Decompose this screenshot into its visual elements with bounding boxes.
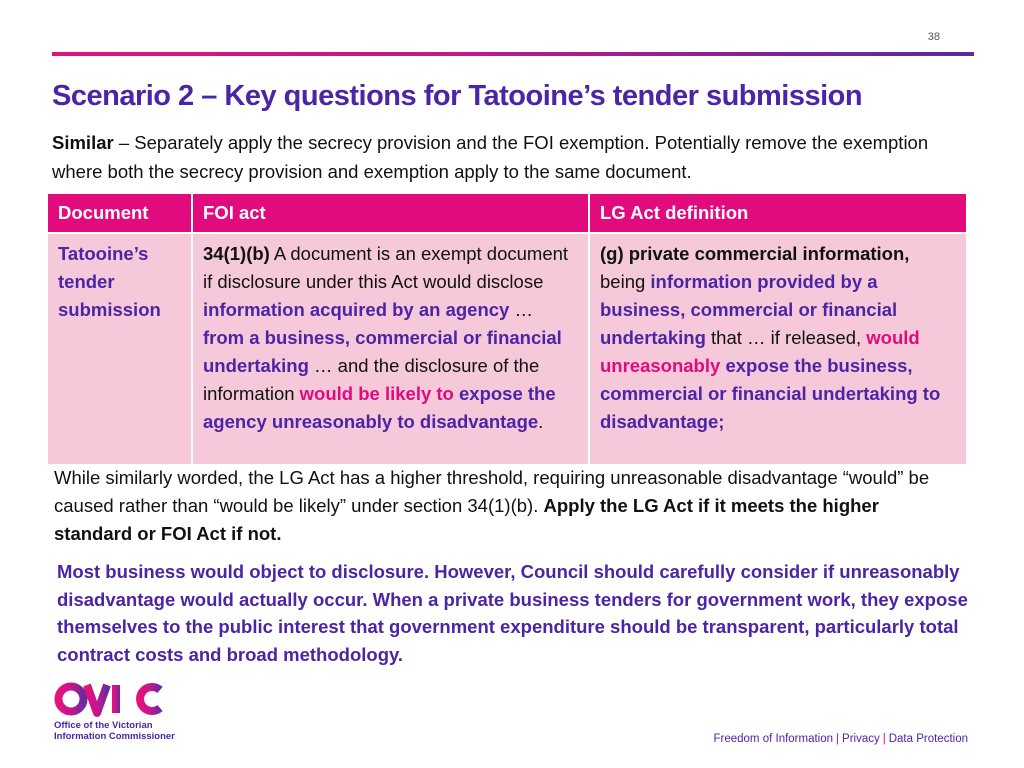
intro-text: – Separately apply the secrecy provision and the FOI exemption. Potentially remove the exemption where both the secrecy provision and exemption apply to the same document. xyxy=(52,132,929,182)
logo-line-1: Office of the Victorian xyxy=(54,720,153,731)
threshold-text: While similarly worded, the LG Act has a higher threshold, requiring unreasonable disadvantage “would” be caused rather than “would be likely” under section 34(1)(b). xyxy=(54,467,930,516)
foi-text: . xyxy=(538,411,544,432)
table-header-row xyxy=(47,193,967,233)
lg-text: that … if released, xyxy=(705,327,867,348)
lg-likelihood: would unreasonably xyxy=(600,327,920,376)
footer-separator: | xyxy=(882,733,886,745)
ovic-logo xyxy=(54,680,204,750)
foi-emphasis: from a business, commercial or financial undertaking xyxy=(203,327,562,376)
intro-paragraph xyxy=(52,128,972,186)
footer-privacy: Privacy xyxy=(842,733,880,745)
table-row xyxy=(47,233,967,465)
lg-definition-heading: (g) private commercial information, xyxy=(600,243,910,264)
foi-emphasis: information acquired by an agency xyxy=(203,299,510,320)
foi-emphasis: expose the agency unreasonably to disadvantage xyxy=(203,383,556,432)
document-line-2: tender xyxy=(58,271,115,292)
header-foi-act: FOI act xyxy=(192,193,589,233)
foi-section: 34(1)(b) xyxy=(203,243,270,264)
threshold-paragraph xyxy=(54,464,954,548)
document-line-3: submission xyxy=(58,299,161,320)
ovic-wordmark-icon xyxy=(54,680,166,720)
footer-foi: Freedom of Information xyxy=(713,733,834,745)
cell-foi-act xyxy=(192,233,589,465)
foi-text: A document is an exempt document if disclosure under this Act would disclose xyxy=(203,243,569,292)
header-lg-act: LG Act definition xyxy=(589,193,967,233)
slide-title: Scenario 2 – Key questions for Tatooine’s tender submission xyxy=(52,80,863,112)
threshold-recommendation: Apply the LG Act if it meets the higher standard or FOI Act if not. xyxy=(54,495,879,544)
lg-text: being xyxy=(600,271,651,292)
logo-line-2: Information Commissioner xyxy=(54,731,175,742)
header-divider xyxy=(52,52,974,56)
lg-emphasis: information provided by a business, commercial or financial undertaking xyxy=(600,271,898,348)
conclusion-paragraph: Most business would object to disclosure. However, Council should carefully consider if unreasonably disadvantage would actually occur. When a private business tenders for government work, they expose themselves to the public interest that government expenditure should be transparent, particularly total contract costs and broad methodology. xyxy=(57,561,968,665)
cell-lg-act xyxy=(589,233,967,465)
lg-emphasis: expose the business, commercial or financial undertaking to disadvantage; xyxy=(600,355,941,432)
footer-tagline xyxy=(640,733,968,745)
page-number: 38 xyxy=(927,31,940,43)
foi-likelihood: would be likely to xyxy=(299,383,454,404)
foi-text: … and the disclosure of the information xyxy=(203,355,540,404)
header-document: Document xyxy=(47,193,192,233)
foi-text: … xyxy=(509,299,533,320)
footer-data-protection: Data Protection xyxy=(888,733,968,745)
intro-lead: Similar xyxy=(52,132,114,153)
footer-separator: | xyxy=(836,733,840,745)
document-line-1: Tatooine’s xyxy=(58,243,149,264)
cell-document xyxy=(47,233,192,465)
comparison-table xyxy=(46,192,968,466)
